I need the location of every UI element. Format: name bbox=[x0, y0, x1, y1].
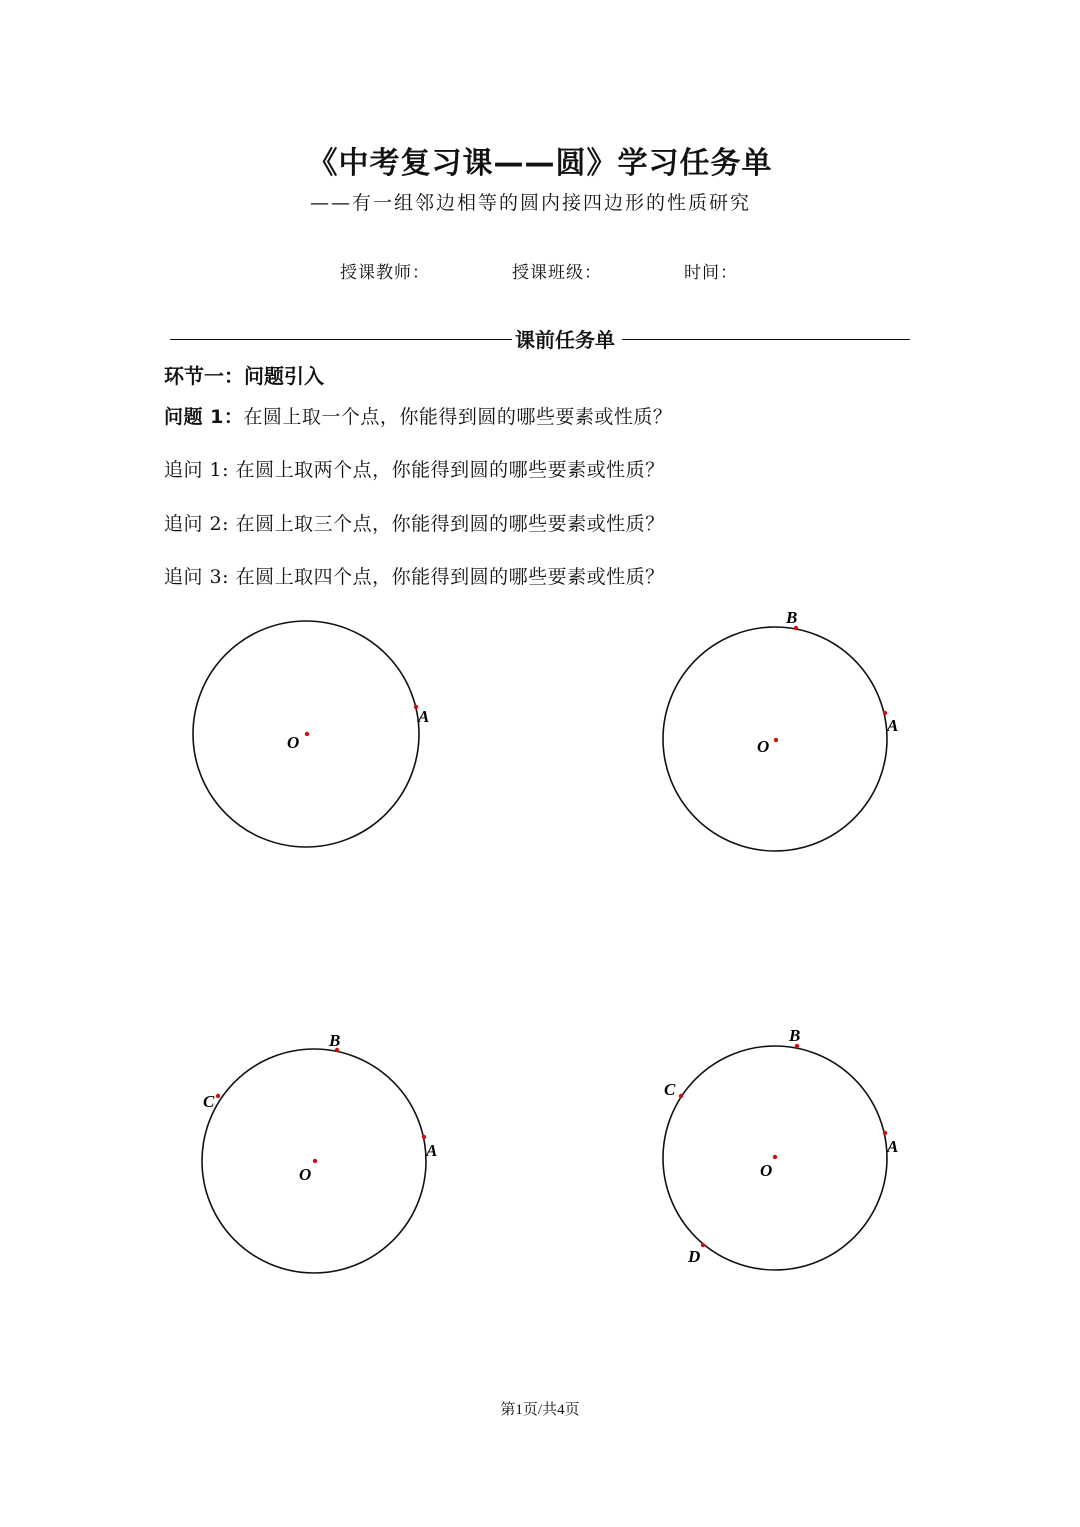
page-subtitle: ——有一组邻边相等的圆内接四边形的性质研究 bbox=[310, 192, 752, 214]
center-label: O bbox=[299, 1165, 312, 1184]
figure-1 bbox=[193, 621, 429, 847]
point-b-label: B bbox=[786, 608, 798, 627]
question-text: 在圆上取一个点，你能得到圆的哪些要素或性质？ bbox=[243, 406, 673, 428]
center-point bbox=[773, 1155, 777, 1159]
question-label: 追问 2: bbox=[164, 513, 230, 535]
point-a bbox=[883, 711, 887, 715]
question-label: 追问 1: bbox=[164, 459, 230, 481]
center-point bbox=[313, 1159, 317, 1163]
question-text: 在圆上取三个点，你能得到圆的哪些要素或性质？ bbox=[235, 513, 665, 535]
question-label: 追问 3: bbox=[164, 566, 230, 588]
point-c bbox=[216, 1094, 220, 1098]
center-label: O bbox=[760, 1161, 773, 1180]
step-title: 环节一：问题引入 bbox=[164, 364, 324, 388]
point-a-label: A bbox=[426, 1141, 438, 1160]
question-text: 在圆上取四个点，你能得到圆的哪些要素或性质？ bbox=[235, 566, 665, 588]
point-a-label: A bbox=[418, 707, 430, 726]
point-d bbox=[701, 1243, 705, 1247]
page-number: 第1页/共4页 bbox=[500, 1402, 580, 1418]
point-d-label: D bbox=[688, 1247, 701, 1266]
point-c bbox=[679, 1094, 683, 1098]
center-point bbox=[774, 738, 778, 742]
point-a-label: A bbox=[887, 716, 899, 735]
teacher-label: 授课教师： bbox=[340, 263, 430, 283]
point-a-label: A bbox=[887, 1137, 899, 1156]
point-b-label: B bbox=[789, 1026, 801, 1045]
figure-2 bbox=[663, 608, 898, 851]
center-point bbox=[305, 732, 309, 736]
point-b-label: B bbox=[329, 1031, 341, 1050]
figure-4 bbox=[663, 1026, 898, 1270]
question-label: 问题 1： bbox=[164, 406, 244, 428]
point-a bbox=[422, 1135, 426, 1139]
page-title: 《中考复习课——圆》学习任务单 bbox=[307, 146, 773, 181]
center-label: O bbox=[757, 737, 770, 756]
figure-3 bbox=[202, 1031, 437, 1273]
question-text: 在圆上取两个点，你能得到圆的哪些要素或性质？ bbox=[235, 459, 665, 481]
time-label: 时间： bbox=[684, 263, 738, 283]
point-a bbox=[883, 1131, 887, 1135]
class-label: 授课班级： bbox=[512, 263, 602, 283]
point-c-label: C bbox=[203, 1092, 215, 1111]
center-label: O bbox=[287, 733, 300, 752]
point-c-label: C bbox=[664, 1080, 676, 1099]
section-label: 课前任务单 bbox=[515, 328, 615, 352]
